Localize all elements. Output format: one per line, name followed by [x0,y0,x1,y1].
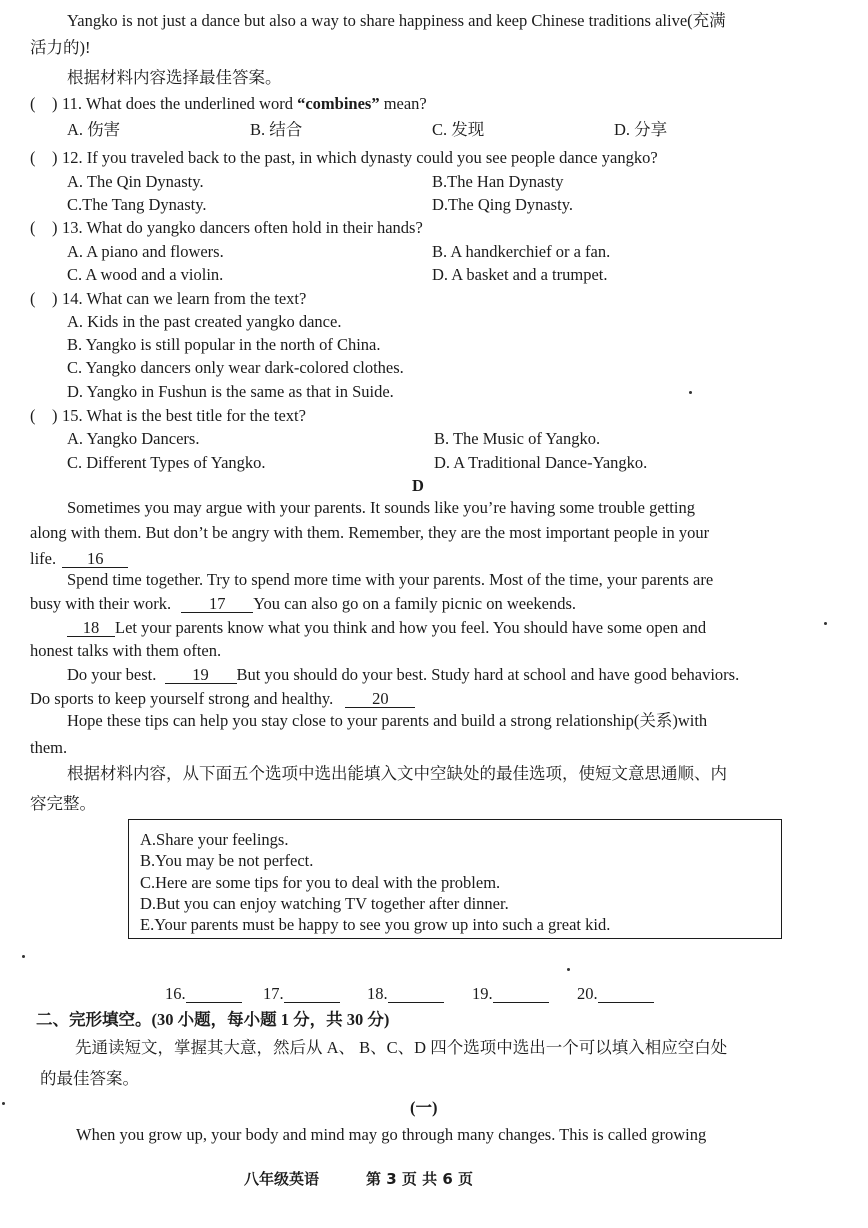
passage-instruction-line-1: 根据材料内容，从下面五个选项中选出能填入文中空缺处的最佳选项，使短文意思通顺、内 [67,764,727,783]
passage-instruction-line-2: 容完整。 [30,794,96,813]
question-stem: 11. What does the underlined word [62,94,298,113]
question-14 [30,291,306,308]
box-option-e: E.Your parents must be happy to see you grow up into such a great kid. [140,915,611,934]
answer-18-blank[interactable] [388,985,444,1003]
blank-17[interactable]: 17 [181,595,253,613]
question-stem: 14. What can we learn from the text? [62,289,307,308]
option-d: D. A Traditional Dance-Yangko. [434,453,648,472]
option-b: B. 结合 [250,120,303,139]
option-c: C. Yangko dancers only wear dark-colored clothes. [67,358,404,377]
option-b: B. A handkerchief or a fan. [432,242,611,261]
option-d: D.The Qing Dynasty. [432,195,573,214]
underlined-word: “combines” [297,94,380,113]
option-a: A. 伤害 [67,120,121,139]
question-11 [30,96,427,113]
answer-17: 17. [263,985,340,1003]
box-option-c: C.Here are some tips for you to deal with the problem. [140,873,501,892]
section-2-instruction-line-2: 的最佳答案。 [40,1069,139,1088]
option-c: C. 发现 [432,120,485,139]
scan-speck [2,1102,5,1105]
blank-18[interactable]: 18 [67,619,115,637]
option-b: B. The Music of Yangko. [434,429,601,448]
answer-20: 20. [577,985,654,1003]
scan-speck [824,622,827,625]
paragraph-2-line-2: busy with their work. 17 You can also go on a family picnic on weekends. [30,594,577,613]
question-stem: 12. If you traveled back to the past, in which dynasty could you see people dance yangko? [62,148,658,167]
answer-paren[interactable]: ( ) [30,94,58,113]
passage-heading: D [412,476,424,495]
intro-line-1: Yangko is not just a dance but also a way to share happiness and keep Chinese traditions alive(充满 [67,11,726,30]
blank-16[interactable]: 16 [62,550,128,568]
answer-paren[interactable]: ( ) [30,148,58,167]
paragraph-5-line-1: Hope these tips can help you stay close to your parents and build a strong relationship(关系)with [67,711,708,730]
passage-1-heading: (一) [410,1098,438,1117]
question-15 [30,408,306,425]
question-stem-tail: mean? [379,94,427,113]
answer-19-blank[interactable] [493,985,549,1003]
answer-19: 19. [472,985,549,1003]
option-c: C. A wood and a violin. [67,265,224,284]
answer-17-blank[interactable] [284,985,340,1003]
box-option-a: A.Share your feelings. [140,830,289,849]
option-a: A. Yangko Dancers. [67,429,200,448]
section-2-title: 二、完形填空。(30 小题，每小题 1 分，共 30 分) [36,1010,390,1029]
scan-speck [567,968,570,971]
option-c: C.The Tang Dynasty. [67,195,207,214]
option-b: B. Yangko is still popular in the north of China. [67,335,381,354]
question-stem: 15. What is the best title for the text? [62,406,306,425]
footer-page-number: 第 3 页 共 6 页 [366,1170,473,1188]
answer-16: 16. [165,985,242,1003]
blank-19[interactable]: 19 [165,666,237,684]
answer-20-blank[interactable] [598,985,654,1003]
question-stem: 13. What do yangko dancers often hold in their hands? [62,218,423,237]
option-d: D. 分享 [614,120,668,139]
option-a: A. Kids in the past created yangko dance. [67,312,342,331]
option-a: A. A piano and flowers. [67,242,224,261]
footer-subject: 八年级英语 [244,1170,320,1188]
paragraph-2-line-1: Spend time together. Try to spend more time with your parents. Most of the time, your parents are [67,570,714,589]
option-b: B.The Han Dynasty [432,172,564,191]
box-option-d: D.But you can enjoy watching TV together after dinner. [140,894,509,913]
option-c: C. Different Types of Yangko. [67,453,266,472]
paragraph-5-line-2: them. [30,738,68,757]
option-d: D. A basket and a trumpet. [432,265,608,284]
blank-20[interactable]: 20 [345,690,415,708]
answer-paren[interactable]: ( ) [30,218,58,237]
section-instruction: 根据材料内容选择最佳答案。 [67,68,282,87]
option-d: D. Yangko in Fushun is the same as that in Suide. [67,382,394,401]
paragraph-3-line-2: honest talks with them often. [30,641,222,660]
answer-paren[interactable]: ( ) [30,289,58,308]
answer-16-blank[interactable] [186,985,242,1003]
intro-line-2: 活力的)! [30,38,91,57]
answer-18: 18. [367,985,444,1003]
question-13 [30,220,423,237]
option-a: A. The Qin Dynasty. [67,172,204,191]
box-option-b: B.You may be not perfect. [140,851,314,870]
scan-speck [22,955,25,958]
options-box [128,819,782,939]
paragraph-1-line-2: along with them. But don’t be angry with them. Remember, they are the most important people in your [30,523,710,542]
paragraph-4-line-2: Do sports to keep yourself strong and healthy. 20 [30,690,415,708]
paragraph-1-line-3: life. 16 [30,550,128,568]
paragraph-3-line-1: 18 Let your parents know what you think and how you feel. You should have some open and [67,619,706,637]
paragraph-4-line-1: Do your best. 19 But you should do your best. Study hard at school and have good behaviors. [67,665,740,684]
scan-speck [689,391,692,394]
paragraph-1-line-1: Sometimes you may argue with your parents. It sounds like you’re having some trouble getting [67,498,695,517]
passage-1-first-line: When you grow up, your body and mind may go through many changes. This is called growing [76,1125,707,1144]
answer-paren[interactable]: ( ) [30,406,58,425]
question-12 [30,150,658,167]
section-2-instruction-line-1: 先通读短文，掌握其大意，然后从 A、 B、C、D 四个选项中选出一个可以填入相应空白处 [75,1038,728,1057]
